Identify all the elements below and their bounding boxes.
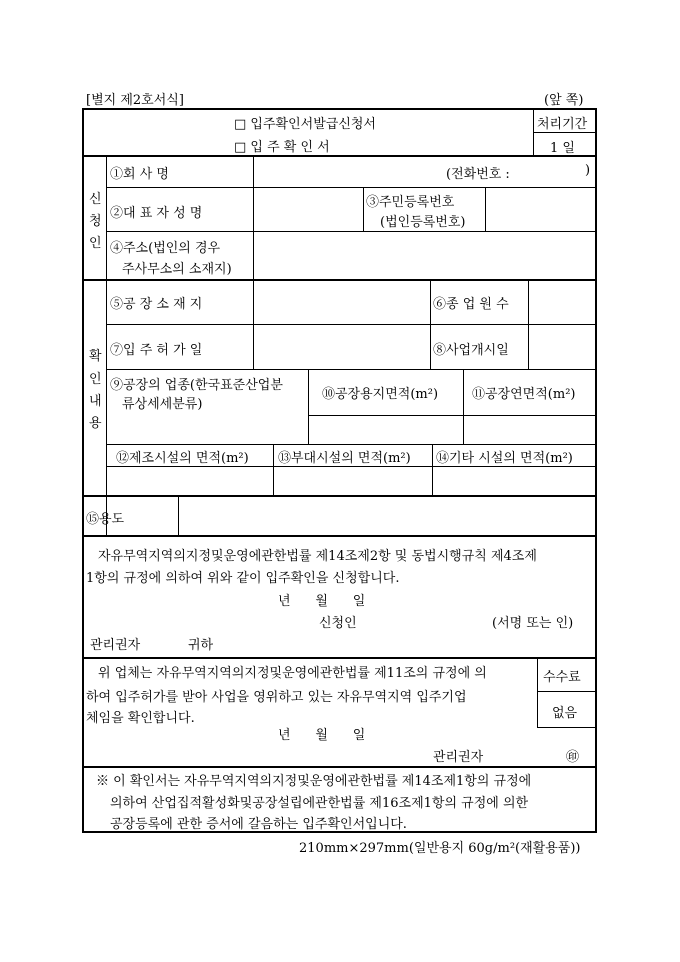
employees-label: ⑥종 업 원 수 bbox=[433, 297, 509, 312]
application-date: 년 월 일 bbox=[278, 594, 366, 609]
section-applicant-1: 신 bbox=[89, 192, 102, 207]
phone-label: (전화번호 : bbox=[446, 167, 510, 182]
confirmation-text-3: 체임을 확인합니다. bbox=[86, 711, 195, 726]
addressee: 관리권자 bbox=[90, 638, 141, 653]
usage-label: ⑮용도 bbox=[86, 512, 125, 527]
title-certificate: □ 입 주 확 인 서 bbox=[234, 140, 330, 155]
note-line-3: 공장등록에 관한 증서에 갈음하는 입주확인서입니다. bbox=[110, 817, 407, 832]
other-area-label: ⑭기타 시설의 면적(m²) bbox=[436, 451, 573, 466]
industry-label-1: ⑨공장의 업종(한국표준산업분 bbox=[110, 378, 283, 393]
section-applicant-2: 청 bbox=[89, 214, 102, 229]
sign-or-seal: (서명 또는 인) bbox=[492, 616, 574, 631]
authority-label: 관리권자 bbox=[433, 750, 484, 765]
applicant-signature-label: 신청인 bbox=[319, 616, 357, 631]
corporate-no-label: (법인등록번호) bbox=[380, 215, 466, 230]
section-details-4: 용 bbox=[89, 416, 102, 431]
company-name-label: ①회 사 명 bbox=[110, 167, 169, 182]
confirmation-date: 년 월 일 bbox=[278, 728, 366, 743]
note-line-1: ※ 이 확인서는 자유무역지역의지정및운영에관한법률 제14조제1항의 규정에 bbox=[96, 774, 532, 789]
site-area-label: ⑩공장용지면적(m²) bbox=[322, 387, 439, 402]
factory-location-label: ⑤공 장 소 재 지 bbox=[110, 297, 203, 312]
business-start-label: ⑧사업개시일 bbox=[433, 343, 509, 358]
application-text-1: 자유무역지역의지정및운영에관한법률 제14조제2항 및 동법시행규칙 제4조제 bbox=[98, 549, 537, 564]
permit-date-label: ⑦입 주 허 가 일 bbox=[110, 343, 203, 358]
confirmation-text-1: 위 업체는 자유무역지역의지정및운영에관한법률 제11조의 규정에 의 bbox=[98, 666, 487, 681]
honorific: 귀하 bbox=[188, 638, 214, 653]
phone-close: ) bbox=[585, 163, 591, 178]
application-text-2: 1항의 규정에 의하여 위와 같이 입주확인을 신청합니다. bbox=[86, 571, 400, 586]
processing-period-value: 1 일 bbox=[550, 141, 575, 156]
mfg-area-label: ⑫제조시설의 면적(m²) bbox=[116, 451, 249, 466]
fee-label: 수수료 bbox=[543, 670, 581, 685]
page-side: (앞 쪽) bbox=[544, 93, 584, 108]
representative-name-label: ②대 표 자 성 명 bbox=[110, 206, 203, 221]
title-application: □ 입주확인서발급신청서 bbox=[234, 117, 376, 132]
section-details-1: 확 bbox=[89, 349, 102, 364]
industry-label-2: 류상세세분류) bbox=[122, 397, 203, 412]
aux-area-label: ⑬부대시설의 면적(m²) bbox=[278, 451, 411, 466]
floor-area-label: ⑪공장연면적(m²) bbox=[472, 387, 576, 402]
section-details-3: 내 bbox=[89, 394, 102, 409]
fee-value: 없음 bbox=[552, 706, 578, 721]
note-line-2: 의하여 산업집적활성화및공장설립에관한법률 제16조제1항의 규정에 의한 bbox=[110, 796, 529, 811]
form-number: [별지 제2호서식] bbox=[86, 93, 184, 108]
confirmation-text-2: 하여 입주허가를 받아 사업을 영위하고 있는 자유무역지역 입주기업 bbox=[86, 690, 467, 705]
address-label-2: 주사무소의 소재지) bbox=[122, 262, 232, 277]
paper-spec: 210mm×297mm(일반용지 60g/m²(재활용품)) bbox=[299, 841, 581, 856]
resident-no-label: ③주민등록번호 bbox=[366, 195, 455, 210]
section-details-2: 인 bbox=[89, 372, 102, 387]
section-applicant-3: 인 bbox=[89, 236, 102, 251]
address-label-1: ④주소(법인의 경우 bbox=[110, 241, 221, 256]
seal-mark: ㊞ bbox=[566, 750, 580, 765]
processing-period-label: 처리기간 bbox=[537, 117, 588, 132]
